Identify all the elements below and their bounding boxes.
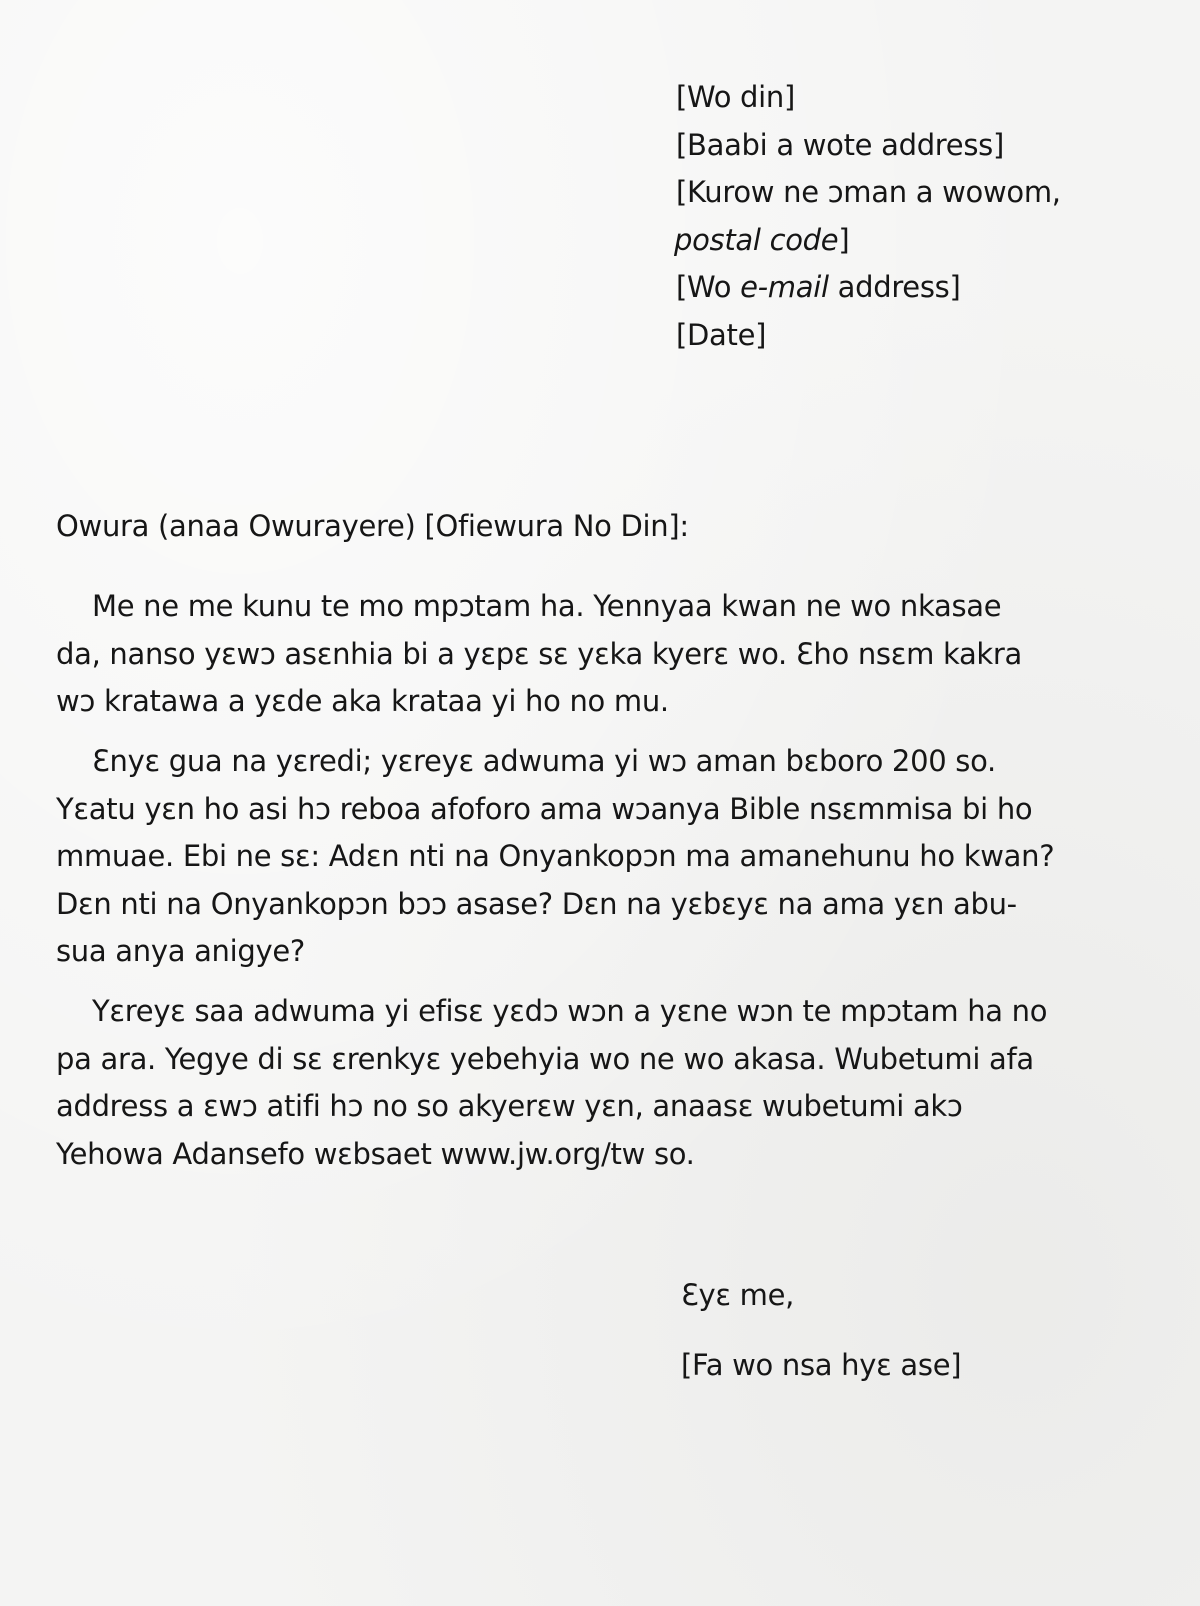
sender-address-block (676, 74, 1061, 359)
sender-street-address: [Baabi a wote address] (676, 127, 1004, 162)
body-line: pa ara. Yegye di sɛ ɛrenkyɛ yebehyia wo ne wo akasa. Wubetumi afa (56, 1041, 1034, 1076)
letter-date: [Date] (676, 317, 767, 352)
body-line: Yɛreyɛ saa adwuma yi efisɛ yɛdɔ wɔn a yɛne wɔn te mpɔtam ha no (92, 994, 1048, 1028)
body-line: Yɛatu yɛn ho asi hɔ reboa afoforo ama wɔanya Bible nsɛmmisa bi ho (56, 791, 1033, 826)
body-line: address a ɛwɔ atifi hɔ no so akyerɛw yɛn, anaasɛ wubetumi akɔ (56, 1089, 963, 1123)
sender-email-prefix: [Wo (676, 270, 741, 304)
sender-postal-code-italic: postal code (674, 222, 839, 257)
body-line: da, nanso yɛwɔ asɛnhia bi a yɛpɛ sɛ yɛka kyerɛ wo. Ɛho nsɛm kakra (56, 636, 1023, 671)
closing-block (681, 1272, 961, 1389)
salutation: Owura (anaa Owurayere) [Ofiewura No Din]: (56, 509, 689, 543)
body-line: Me ne me kunu te mo mpɔtam ha. Yennyaa kwan ne wo nkasae (92, 589, 1002, 623)
body-line: Dɛn nti na Onyankopɔn bɔɔ asase? Dɛn na yɛbɛyɛ na ama yɛn abu- (56, 886, 1017, 921)
sender-email-italic: e-mail (740, 270, 829, 304)
sender-email-suffix: address] (828, 270, 961, 304)
body-paragraph-1 (56, 583, 1156, 726)
body-line: sua anya anigye? (56, 934, 305, 968)
sender-name: [Wo din] (676, 80, 796, 114)
sender-email (676, 264, 1061, 312)
body-line: mmuae. Ebi ne sɛ: Adɛn nti na Onyankopɔn ma amanehunu ho kwan? (56, 839, 1055, 873)
body-line: Yehowa Adansefo wɛbsaet www.jw.org/tw so. (56, 1136, 695, 1171)
sender-postal-code (674, 217, 1061, 265)
body-line: wɔ kratawa a yɛde aka krataa yi ho no mu. (56, 684, 669, 718)
sender-city-state: [Kurow ne ɔman a wowom, (676, 175, 1061, 209)
letter-body (56, 583, 1156, 1191)
body-paragraph-3 (56, 988, 1156, 1178)
sender-postal-code-suffix: ] (838, 222, 850, 257)
signature-placeholder: [Fa wo nsa hyɛ ase] (681, 1348, 962, 1382)
body-line: Ɛnyɛ gua na yɛredi; yɛreyɛ adwuma yi wɔ aman bɛboro 200 so. (92, 744, 996, 778)
valediction: Ɛyɛ me, (681, 1278, 795, 1312)
body-paragraph-2 (56, 738, 1156, 976)
